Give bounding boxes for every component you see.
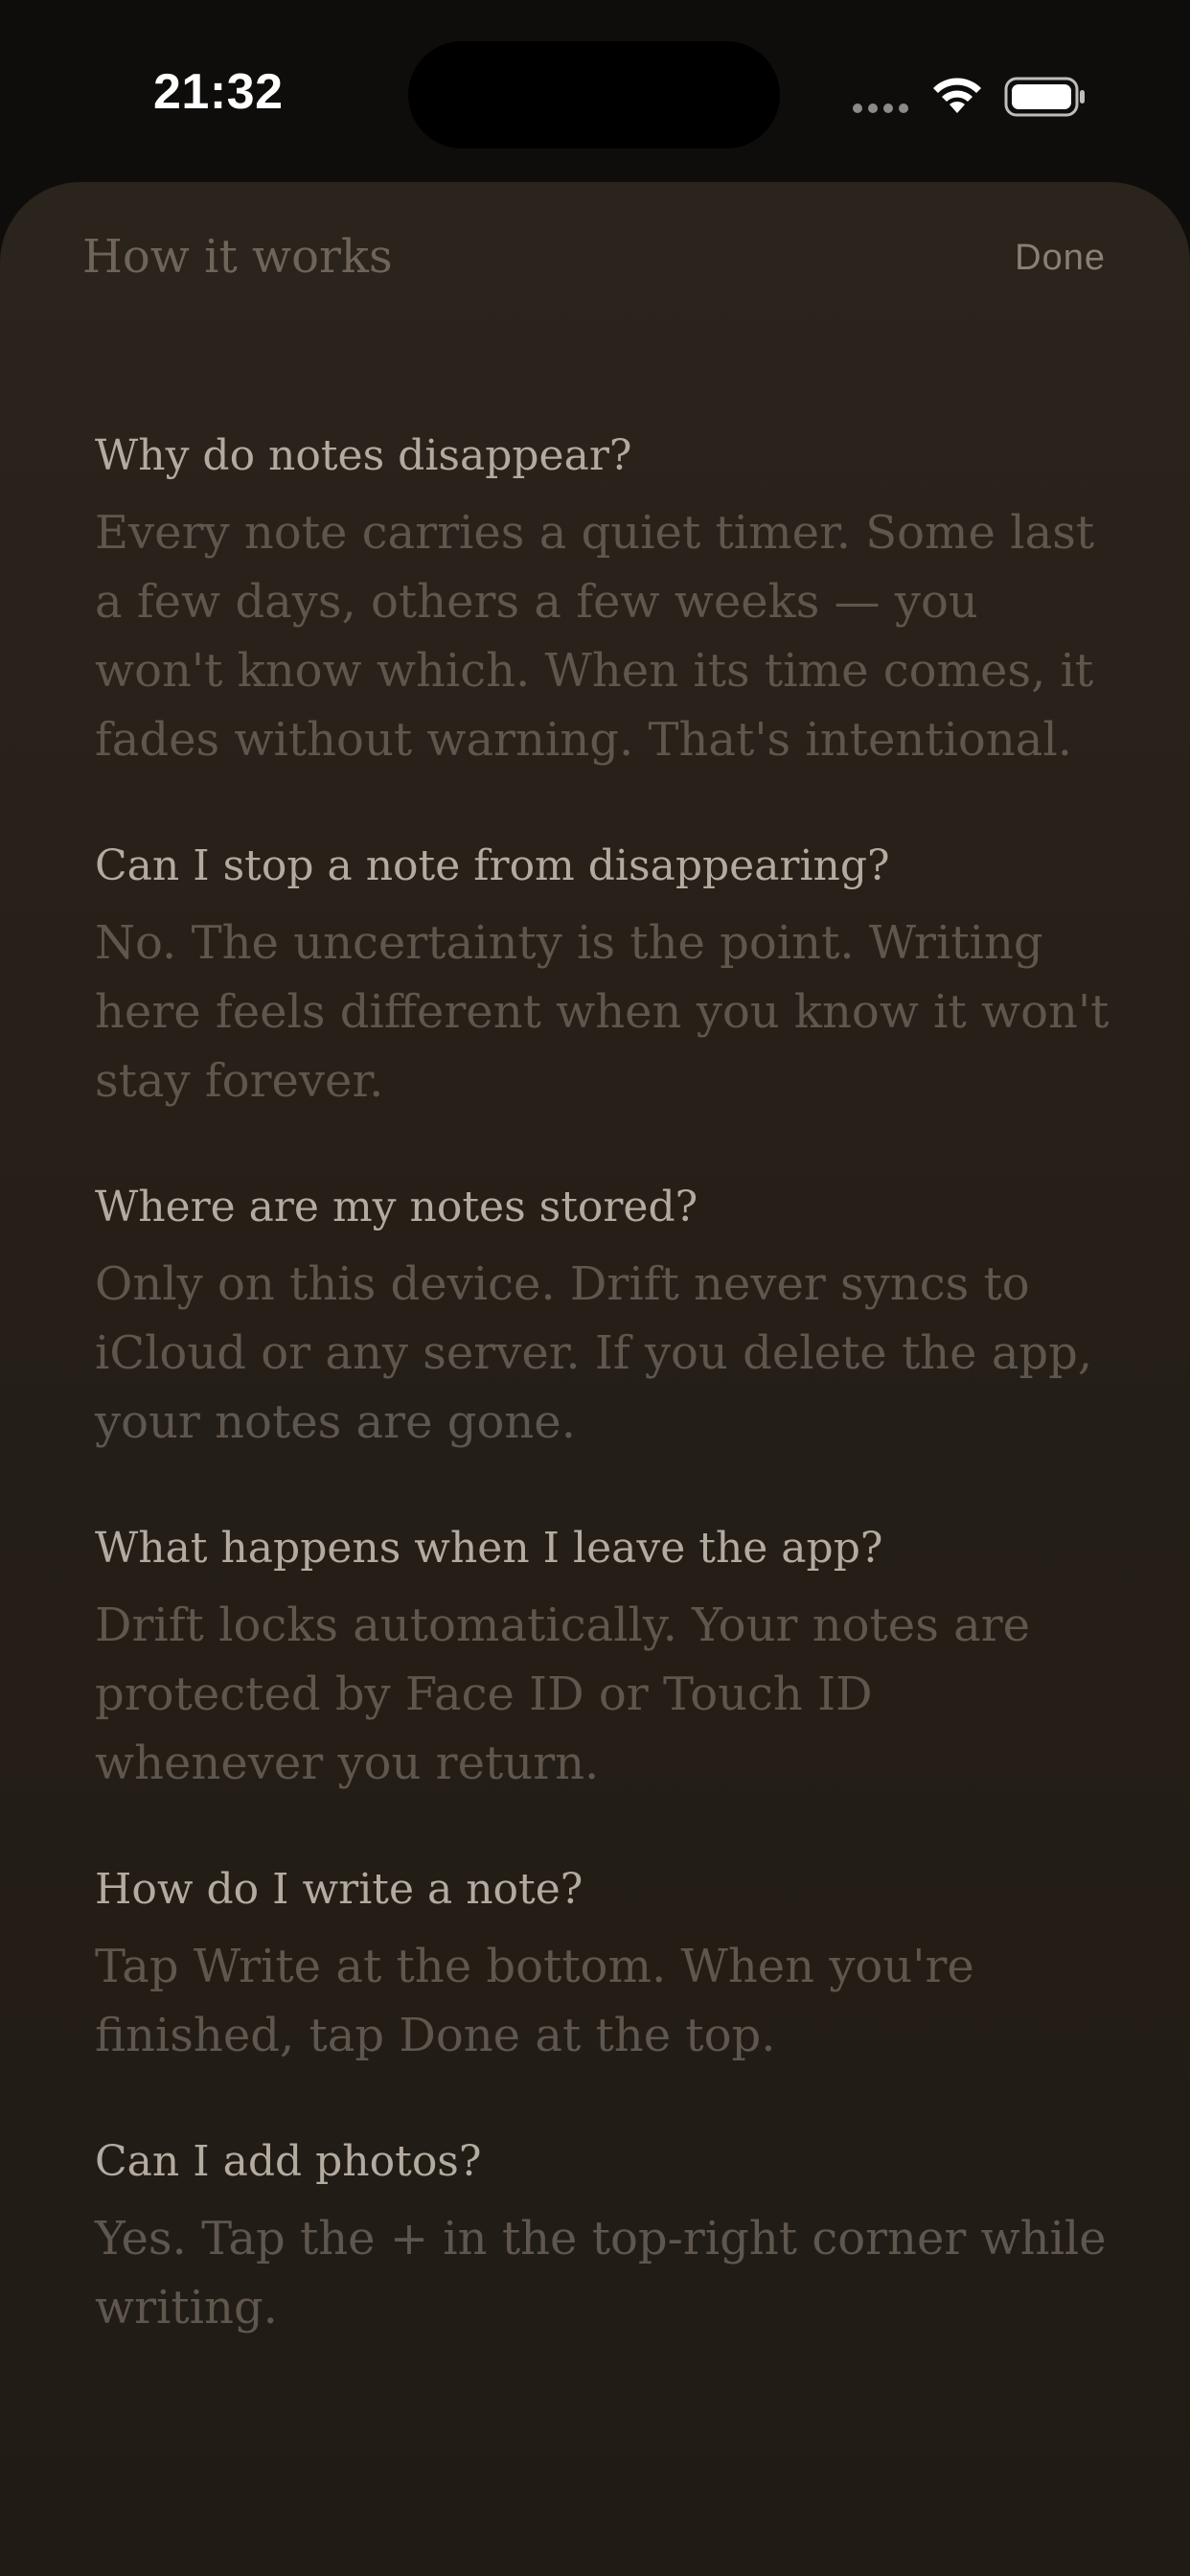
done-button[interactable]: Done <box>1015 238 1106 278</box>
battery-icon <box>1004 77 1087 117</box>
faq-question: Why do notes disappear? <box>95 431 632 480</box>
sheet-title: How it works <box>82 230 393 284</box>
faq-item <box>95 836 1110 1116</box>
faq-question: Where are my notes stored? <box>95 1183 698 1231</box>
faq-item <box>95 2131 1110 2342</box>
faq-item <box>95 1177 1110 1457</box>
faq-answer: No. The uncertainty is the point. Writing here feels different when you know it won't stay forever. <box>95 916 1110 1108</box>
faq-answer: Every note carries a quiet timer. Some last a few days, others a few weeks — you won't know which. When its time comes, it fades without warning. That's intentional. <box>95 506 1095 767</box>
faq-item <box>95 1518 1110 1798</box>
faq-item <box>95 1859 1110 2070</box>
status-time: 21:32 <box>153 64 284 120</box>
faq-question: Can I stop a note from disappearing? <box>95 841 890 890</box>
faq-answer: Only on this device. Drift never syncs to iCloud or any server. If you delete the app, your notes are gone. <box>95 1257 1093 1449</box>
how-it-works-sheet <box>0 182 1190 2576</box>
status-bar <box>0 0 1190 182</box>
faq-question: How do I write a note? <box>95 1865 584 1914</box>
faq-question: What happens when I leave the app? <box>95 1524 883 1573</box>
faq-answer: Drift locks automatically. Your notes are protected by Face ID or Touch ID whenever you return. <box>95 1598 1031 1790</box>
wifi-icon <box>929 75 985 117</box>
faq-item <box>95 426 1110 774</box>
faq-question: Can I add photos? <box>95 2137 482 2186</box>
faq-answer: Tap Write at the bottom. When you're finished, tap Done at the top. <box>95 1940 974 2062</box>
dynamic-island <box>408 41 780 149</box>
cellular-dots-icon <box>853 104 908 113</box>
faq-list <box>95 426 1110 2404</box>
faq-answer: Yes. Tap the + in the top-right corner while writing. <box>95 2212 1107 2334</box>
sheet-header <box>0 182 1190 335</box>
